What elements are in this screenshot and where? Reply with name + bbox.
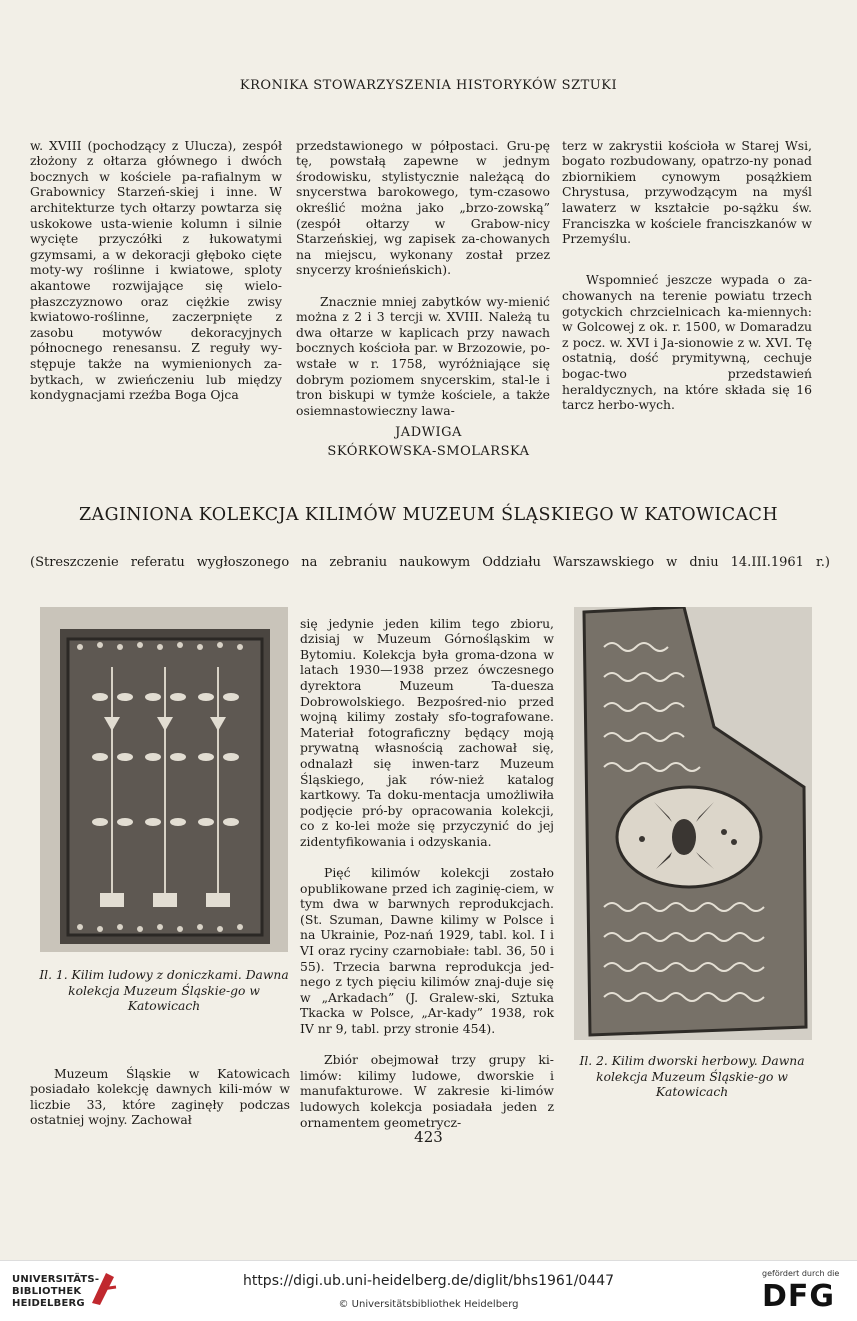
running-head: KRONIKA STOWARZYSZENIA HISTORYKÓW SZTUKI xyxy=(239,78,618,93)
paragraph: przedstawionego w półpostaci. Gru-pę tę, powstałą zapewne w jednym środowisku, stylistycznie należącą do snycerstwa barokowego, tym-czasowo określić można jako „brzo-zowską” (zespół ołtarzy w Grabow-nicy Starzeńskiej, wg zapisek za-chowanych na miejscu, wykonany został przez snycerzy krośnieńskich). xyxy=(296,137,550,278)
viewer-footer xyxy=(0,1260,857,1321)
paragraph: Zbiór obejmował trzy grupy ki-limów: kilimy ludowe, dworskie i manufakturowe. W zakresie ki-limów ludowych kolekcja posiadała jeden z ornamentem geometrycz- xyxy=(300,1052,554,1130)
figure-2-caption: Il. 2. Kilim dworski herbowy. Dawna kolekcja Muzeum Śląskie-go w Katowicach xyxy=(579,1054,805,1100)
dfg-logo: DFG xyxy=(762,1279,836,1314)
paragraph: Wspomnieć jeszcze wypada o za-chowanych na terenie powiatu trzech gotyckich chrzcielnicach ka-miennych: w Golcowej z ok. r. 1500, w Domaradzu z pocz. w. XVI i Ja-sionowie z w. XVI. Tę ostatnią, dość prymitywną, cechuje bogac-two przedstawień heraldycznych, na które składa się 16 tarcz herbo-wych. xyxy=(562,272,812,413)
top-column-1 xyxy=(30,122,282,418)
article-subtitle: (Streszczenie referatu wygłoszonego na zebraniu naukowym Oddziału Warszawskiego w dniu 14.III.1961 r.) xyxy=(30,555,830,570)
heraldic-manor-kilim-image xyxy=(574,607,812,1040)
paragraph: terz w zakrystii kościoła w Starej Wsi, bogato rozbudowany, opatrzo-ny ponad zbiornikiem cynowym posążkiem Chrystusa, przywodzącym na myśl lawaterz w kształcie po-sążku św. Franciszka w kościele franciszkanów w Przemyślu. xyxy=(562,137,812,247)
funding-note: gefördert durch die xyxy=(762,1269,840,1278)
paragraph: Pięć kilimów kolekcji zostało opublikowane przed ich zaginię-ciem, w tym dwa w barwnych reprodukcjach. (St. Szuman, Dawne kilimy w Polsce i na Ukrainie, Poz-nań 1929, tabl. kol. I i VI oraz ryciny czarnobiałe: tabl. 36, 50 i 55). Trzecia barwna reprodukcja jed-nego z tych pięciu kilimów znaj-duje się w „Arkadach” (J. Gralew-ski, Sztuka Tkacka w Polsce, „Ar-kady” 1938, rok IV nr 9, tabl. przy stronie 454). xyxy=(300,865,554,1037)
figure-1-photo xyxy=(40,607,288,952)
author-first-name: JADWIGA xyxy=(395,425,462,440)
kilim-with-flowerpots-image xyxy=(40,607,288,952)
bottom-column-2 xyxy=(300,600,554,1146)
paragraph: Muzeum Śląskie w Katowicach posiadało kolekcję dawnych kili-mów w liczbie 33, które zaginęły podczas ostatniej wojny. Zachował xyxy=(30,1065,290,1128)
library-line-3: HEIDELBERG xyxy=(12,1298,85,1309)
top-column-2 xyxy=(296,122,550,434)
author-last-name: SKÓRKOWSKA-SMOLARSKA xyxy=(327,444,530,459)
page-number: 423 xyxy=(414,1128,443,1146)
library-line-1: UNIVERSITÄTS- xyxy=(12,1274,100,1285)
top-column-3 xyxy=(562,122,812,428)
library-line-2: BIBLIOTHEK xyxy=(12,1286,82,1297)
figure-2-photo xyxy=(574,607,812,1040)
paragraph: się jedynie jeden kilim tego zbioru, dzisiaj w Muzeum Górnośląskim w Bytomiu. Kolekcja była groma-dzona w latach 1930—1938 przez ówczesnego dyrektora Muzeum Ta-duesza Dobrowolskiego. Bezpośred-nio przed wojną kilimy zostały sfo-tografowane. Materiał fotograficzny będący moją prywatną własnością zachował się, odnalazł się inwen-tarz Muzeum Śląskiego, jak rów-nież katalog kartkowy. Ta doku-mentacja umożliwiła podjęcie pró-by opracowania kolekcji, co z ko-lei może się przyczynić do jej zidentyfikowania i odzyskania. xyxy=(300,615,554,849)
paragraph: w. XVIII (pochodzący z Ulucza), zespół złożony z ołtarza głównego i dwóch bocznych w kościele pa-rafialnym w Grabownicy Starzeń-skiej i inne. W architekturze tych ołtarzy powtarza się uskokowe usta-wienie kolumn i silnie wycięte przyczółki z łukowatymi gzymsami, a w dekoracji głęboko cięte moty-wy roślinne i kwiatowe, sploty akantowe rozwijające się wielo-płaszczyznowo oraz ciężkie zwisy kwiatowo-roślinne, zaczerpnięte z zasobu motywów dekoracyjnych północnego renesansu. Z reguły wy-stępuje także na wymienionych za-bytkach, w zwieńczeniu lub między kondygnacjami rzeźba Boga Ojca xyxy=(30,137,282,403)
paragraph: Znacznie mniej zabytków wy-mienić można z 2 i 3 tercji w. XVIII. Należą tu dwa ołtarze w kaplicach przy nawach bocznych kościoła par. w Brzozowie, po-wstałe w r. 1758, wyróżniające się dobrym poziomem snycerskim, stal-le i tron biskupi w tymże kościele, a także osiemnastowieczny lawa- xyxy=(296,293,550,418)
copyright-notice: © Universitätsbibliothek Heidelberg xyxy=(338,1299,519,1310)
article-title: ZAGINIONA KOLEKCJA KILIMÓW MUZEUM ŚLĄSKIEGO W KATOWICACH xyxy=(79,505,778,525)
figure-1-caption: Il. 1. Kilim ludowy z doniczkami. Dawna kolekcja Muzeum Śląskie-go w Katowicach xyxy=(39,968,289,1014)
permalink-url[interactable]: https://digi.ub.uni-heidelberg.de/diglit/bhs1961/0447 xyxy=(242,1273,615,1289)
